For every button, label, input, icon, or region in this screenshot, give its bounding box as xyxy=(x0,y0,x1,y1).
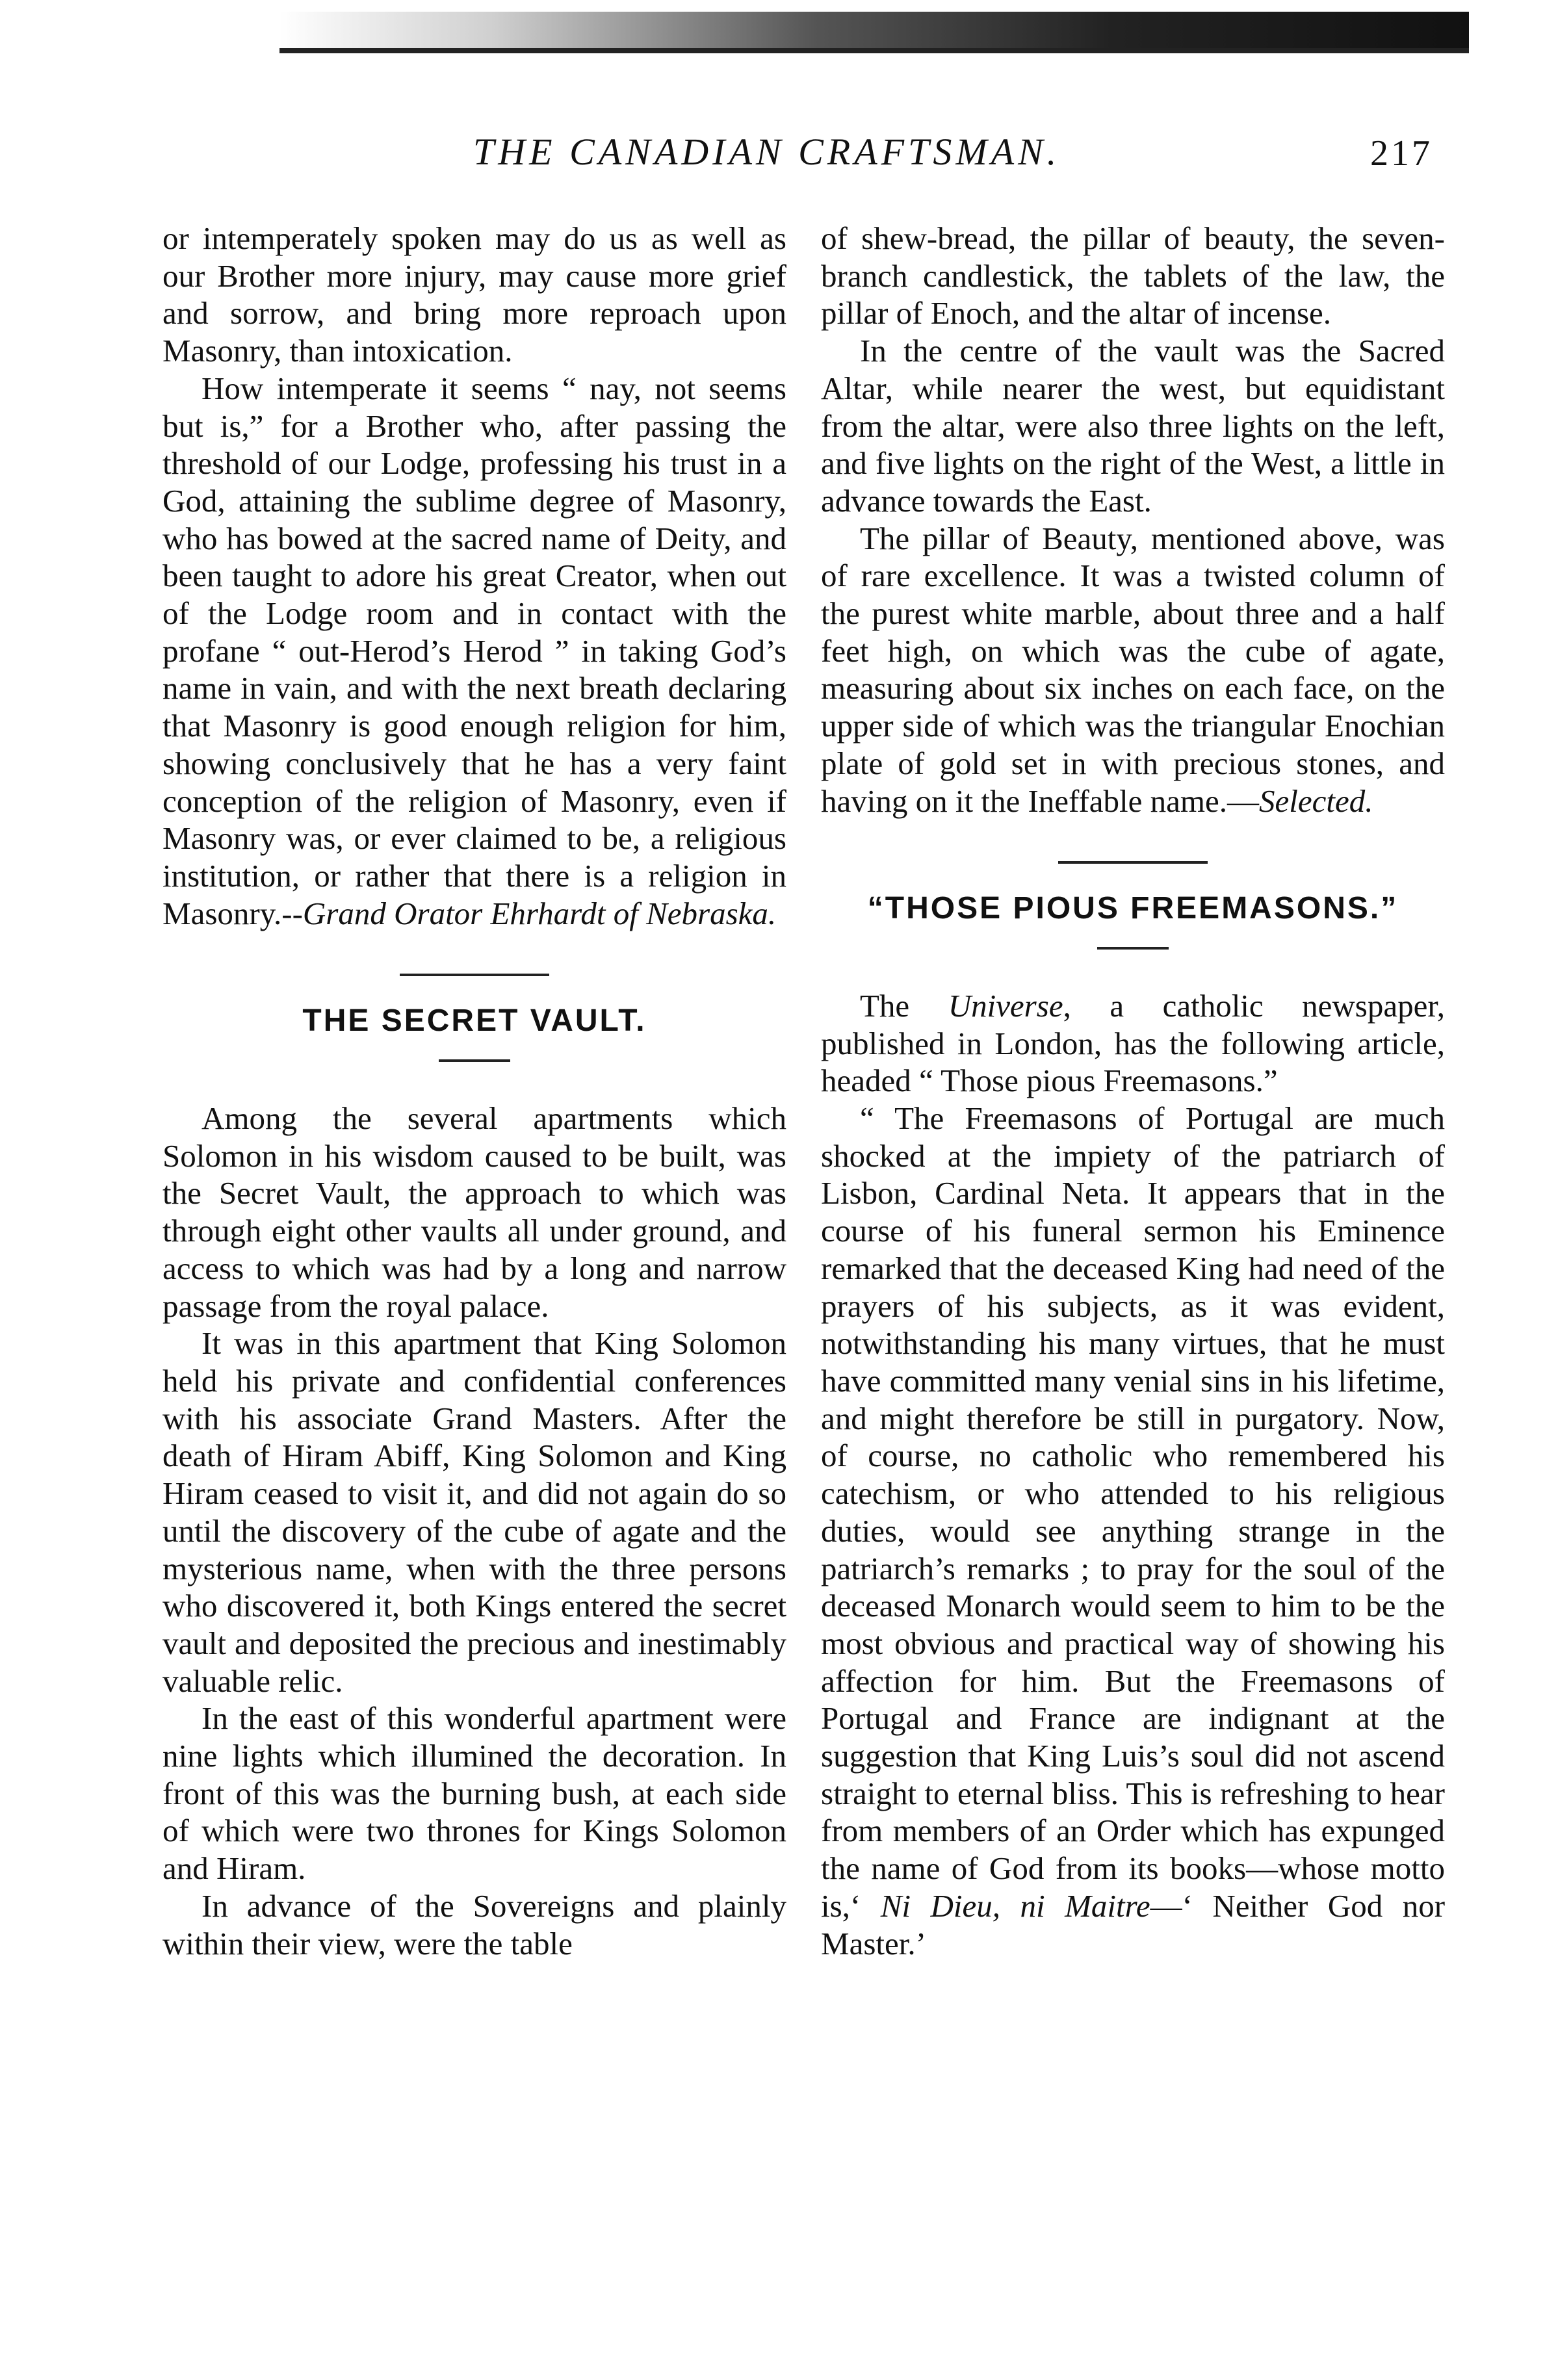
paragraph xyxy=(821,1100,1445,1962)
title-underline xyxy=(439,1059,510,1062)
newspaper-name: Universe xyxy=(948,987,1063,1024)
paragraph xyxy=(821,987,1445,1100)
paragraph: Among the several apartments which Solomon in his wisdom caused to be built, was the Secret Vault, the approach to which was through eight other vaults all under ground, and access to which was had by a long and narrow passage from the royal palace. xyxy=(162,1100,786,1324)
motto: Ni Dieu, ni Maitre xyxy=(880,1887,1150,1924)
paragraph: of shew-bread, the pillar of beauty, the seven-branch candlestick, the tablets of the law, the pillar of Enoch, and the altar of incense. xyxy=(821,220,1445,331)
signature: Selected. xyxy=(1259,783,1373,819)
paragraph-text: , a catholic newspaper, published in London, has the following article, headed “ Those pious Freemasons.” xyxy=(821,987,1445,1099)
paragraph xyxy=(821,520,1445,820)
top-decorative-rule xyxy=(279,12,1469,53)
page-number: 217 xyxy=(1370,133,1433,174)
section-title-secret-vault: THE SECRET VAULT. xyxy=(302,1003,647,1039)
paragraph-text: How intemperate it seems “ nay, not seems but is,” for a Brother who, after passing the threshold of our Lodge, professing his trust in a God, attaining the sublime degree of Masonry, who has bowed at the sacred name of Deity, and been taught to adore his great Creator, when out of the Lodge room and in contact with the profane “ out-Herod’s Herod ” in taking God’s name in vain, and with the next breath declaring that Masonry is good enough religion for him, showing conclusively that he has a very faint conception of the religion of Masonry, even if Masonry was, or ever claimed to be, a religious institution, or rather that there is a religion in Masonry.-- xyxy=(162,370,786,931)
right-column xyxy=(821,220,1445,1962)
section-title-pious-freemasons: “THOSE PIOUS FREEMASONS.” xyxy=(867,891,1399,926)
paragraph: In the centre of the vault was the Sacred Altar, while nearer the west, but equidistant from the altar, were also three lights on the left, and five lights on the right of the West, a little in advance towards the East. xyxy=(821,333,1445,519)
paragraph: or intemperately spoken may do us as well as our Brother more injury, may cause more grief and sorrow, and bring more reproach upon Masonry, than intoxication. xyxy=(162,220,786,369)
paragraph-text: The pillar of Beauty, mentioned above, was of rare excellence. It was a twisted column of the purest white marble, about three and a half feet high, on which was the cube of agate, measuring about six inches on each face, on the upper side of which was the triangular Enochian plate of gold set in with precious stones, and having on it the Ineffable name.— xyxy=(821,520,1445,819)
paragraph: In advance of the Sovereigns and plainly within their view, were the table xyxy=(162,1887,786,1961)
section-divider xyxy=(1058,861,1208,864)
paragraph: In the east of this wonderful apartment were nine lights which illumined the decoration. In front of this was the burning bush, at each side of which were two thrones for Kings Solomon and Hiram. xyxy=(162,1700,786,1887)
paragraph-text: “ The Freemasons of Portugal are much shocked at the impiety of the patriarch of Lisbon, Cardinal Neta. It appears that in the course of his funeral sermon his Eminence remarked that the deceased King had need of the prayers of his subjects, as it was evident, notwithstanding his many virtues, that he must have committed many venial sins in his lifetime, and might therefore be still in purgatory. Now, of course, no catholic who remembered his catechism, or who attended to his religious duties, would see anything strange in the patriarch’s remarks ; to pray for the soul of the deceased Monarch would seem to him to be the most obvious and practical way of showing his affection for him. But the Freemasons of Portugal and France are indignant at the suggestion that King Luis’s soul did not ascend straight to eternal bliss. This is refreshing to hear from members of an Order which has expunged the name of God from its books—whose motto is,‘ xyxy=(821,1100,1445,1924)
left-column xyxy=(162,220,786,1962)
running-title: THE CANADIAN CRAFTSMAN. xyxy=(473,131,1061,173)
signature: Grand Orator Ehrhardt of Nebraska. xyxy=(302,895,777,931)
paragraph-text: —‘ Neither God nor Master.’ xyxy=(821,1887,1446,1961)
title-underline xyxy=(1097,947,1169,950)
paragraph-text: The xyxy=(860,987,948,1024)
section-divider xyxy=(400,974,549,976)
paragraph xyxy=(162,370,786,933)
paragraph: It was in this apartment that King Solomon held his private and confidential conferences with his associate Grand Masters. After the death of Hiram Abiff, King Solomon and King Hiram ceased to visit it, and did not again do so until the discovery of the cube of agate and the mysterious name, when with the three persons who discovered it, both Kings entered the secret vault and deposited the precious and inestimably valuable relic. xyxy=(162,1325,786,1699)
